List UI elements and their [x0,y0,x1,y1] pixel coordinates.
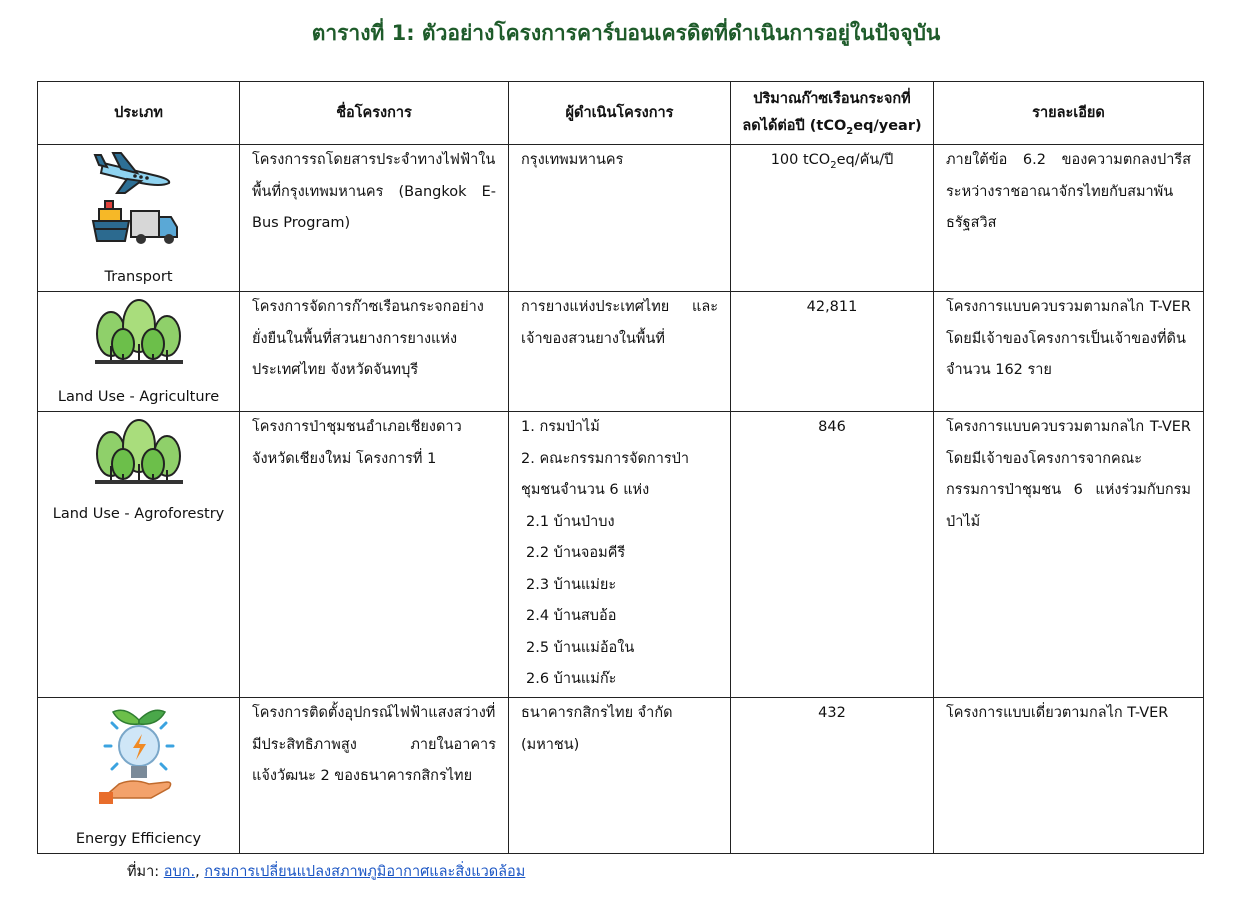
source-link-dcce[interactable]: กรมการเปลี่ยนแปลงสภาพภูมิอากาศและสิ่งแวดล้อม [204,864,526,880]
project-details: โครงการแบบควบรวมตามกลไก T-VER โดยมีเจ้าของโครงการจากคณะกรรมการป่าชุมชน 6 แห่งร่วมกับกรมป่าไม้ [934,412,1204,698]
project-name: โครงการจัดการก๊าซเรือนกระจกอย่างยั่งยืนในพื้นที่สวนยางการยางแห่งประเทศไทย จังหวัดจันทบุรี [240,292,509,412]
operator-item: 1. กรมป่าไม้ [521,419,600,435]
project-reduction: 42,811 [731,292,934,412]
header-reduction-line1: ปริมาณก๊าซเรือนกระจกที่ [753,91,911,107]
page-title: ตารางที่ 1: ตัวอย่างโครงการคาร์บอนเครดิตที่ดำเนินการอยู่ในปัจจุบัน [311,21,941,45]
project-details: โครงการแบบควบรวมตามกลไก T-VER โดยมีเจ้าของโครงการเป็นเจ้าของที่ดินจำนวน 162 ราย [934,292,1204,412]
header-reduction-line2-pre: ลดได้ต่อปี (tCO [742,118,847,134]
carbon-projects-table [37,81,1204,854]
reduction-suffix: eq/คัน/ปี [836,152,894,168]
type-cell [38,292,240,412]
header-operator: ผู้ดำเนินโครงการ [509,82,731,145]
table-row [38,145,1204,292]
operator-subitem: 2.1 บ้านป่าบง [526,513,615,530]
header-details: รายละเอียด [934,82,1204,145]
source-separator: , [195,864,205,880]
forest-icon [93,416,185,488]
header-reduction-line2-sub: 2 [846,125,854,137]
project-name: โครงการรถโดยสารประจำทางไฟฟ้าในพื้นที่กรุงเทพมหานคร (Bangkok E-Bus Program) [240,145,509,292]
project-operator [509,412,731,698]
header-type: ประเภท [38,82,240,145]
airplane-icon [95,153,169,193]
type-label: Land Use - Agriculture [57,389,220,405]
header-name: ชื่อโครงการ [240,82,509,145]
operator-subitem: 2.6 บ้านแม่ก๊ะ [526,671,617,687]
type-label: Transport [104,269,173,285]
source-prefix: ที่มา: [127,864,164,880]
header-reduction-line2-post: eq/year) [853,118,922,134]
operator-subitem: 2.2 บ้านจอมคีรี [526,545,626,561]
project-details: โครงการแบบเดี่ยวตามกลไก T-VER [934,698,1204,854]
project-operator: การยางแห่งประเทศไทย และเจ้าของสวนยางในพื้นที่ [509,292,731,412]
project-reduction: 432 [731,698,934,854]
header-reduction [731,82,934,145]
source-link-tgo[interactable]: อบก. [163,864,196,880]
transport-icon [91,149,187,249]
project-details: ภายใต้ข้อ 6.2 ของความตกลงปารีสระหว่างราชอาณาจักรไทยกับสมาพันธรัฐสวิส [934,145,1204,292]
ship-icon [93,201,129,241]
type-cell [38,412,240,698]
type-cell [38,698,240,854]
operator-subitem: 2.4 บ้านสบอ้อ [526,608,617,624]
project-reduction: 846 [731,412,934,698]
forest-icon [93,296,185,368]
project-reduction [731,145,934,292]
type-label: Energy Efficiency [75,831,202,847]
truck-icon [131,211,177,244]
operator-item: 2. คณะกรรมการจัดการป่าชุมชนจำนวน 6 แห่ง [521,450,689,498]
project-name: โครงการติดตั้งอุปกรณ์ไฟฟ้าแสงสว่างที่มีประสิทธิภาพสูง ภายในอาคารแจ้งวัฒนะ 2 ของธนาคารกสิกรไทย [240,698,509,854]
reduction-subscript: 2 [830,159,837,171]
operator-subitem: 2.5 บ้านแม่อ้อใน [526,639,635,656]
operator-subitem: 2.3 บ้านแม่ยะ [526,576,617,593]
reduction-prefix: 100 tCO [770,152,831,168]
table-row [38,412,1204,698]
type-cell [38,145,240,292]
project-operator: ธนาคารกสิกรไทย จำกัด (มหาชน) [509,698,731,854]
table-row [38,698,1204,854]
lightbulb-hand-icon [99,702,179,806]
source-line [127,860,525,883]
project-operator: กรุงเทพมหานคร [509,145,731,292]
type-label: Land Use - Agroforestry [52,506,225,522]
table-row [38,292,1204,412]
project-name: โครงการป่าชุมชนอำเภอเชียงดาว จังหวัดเชียงใหม่ โครงการที่ 1 [240,412,509,698]
table-header-row [38,82,1204,145]
